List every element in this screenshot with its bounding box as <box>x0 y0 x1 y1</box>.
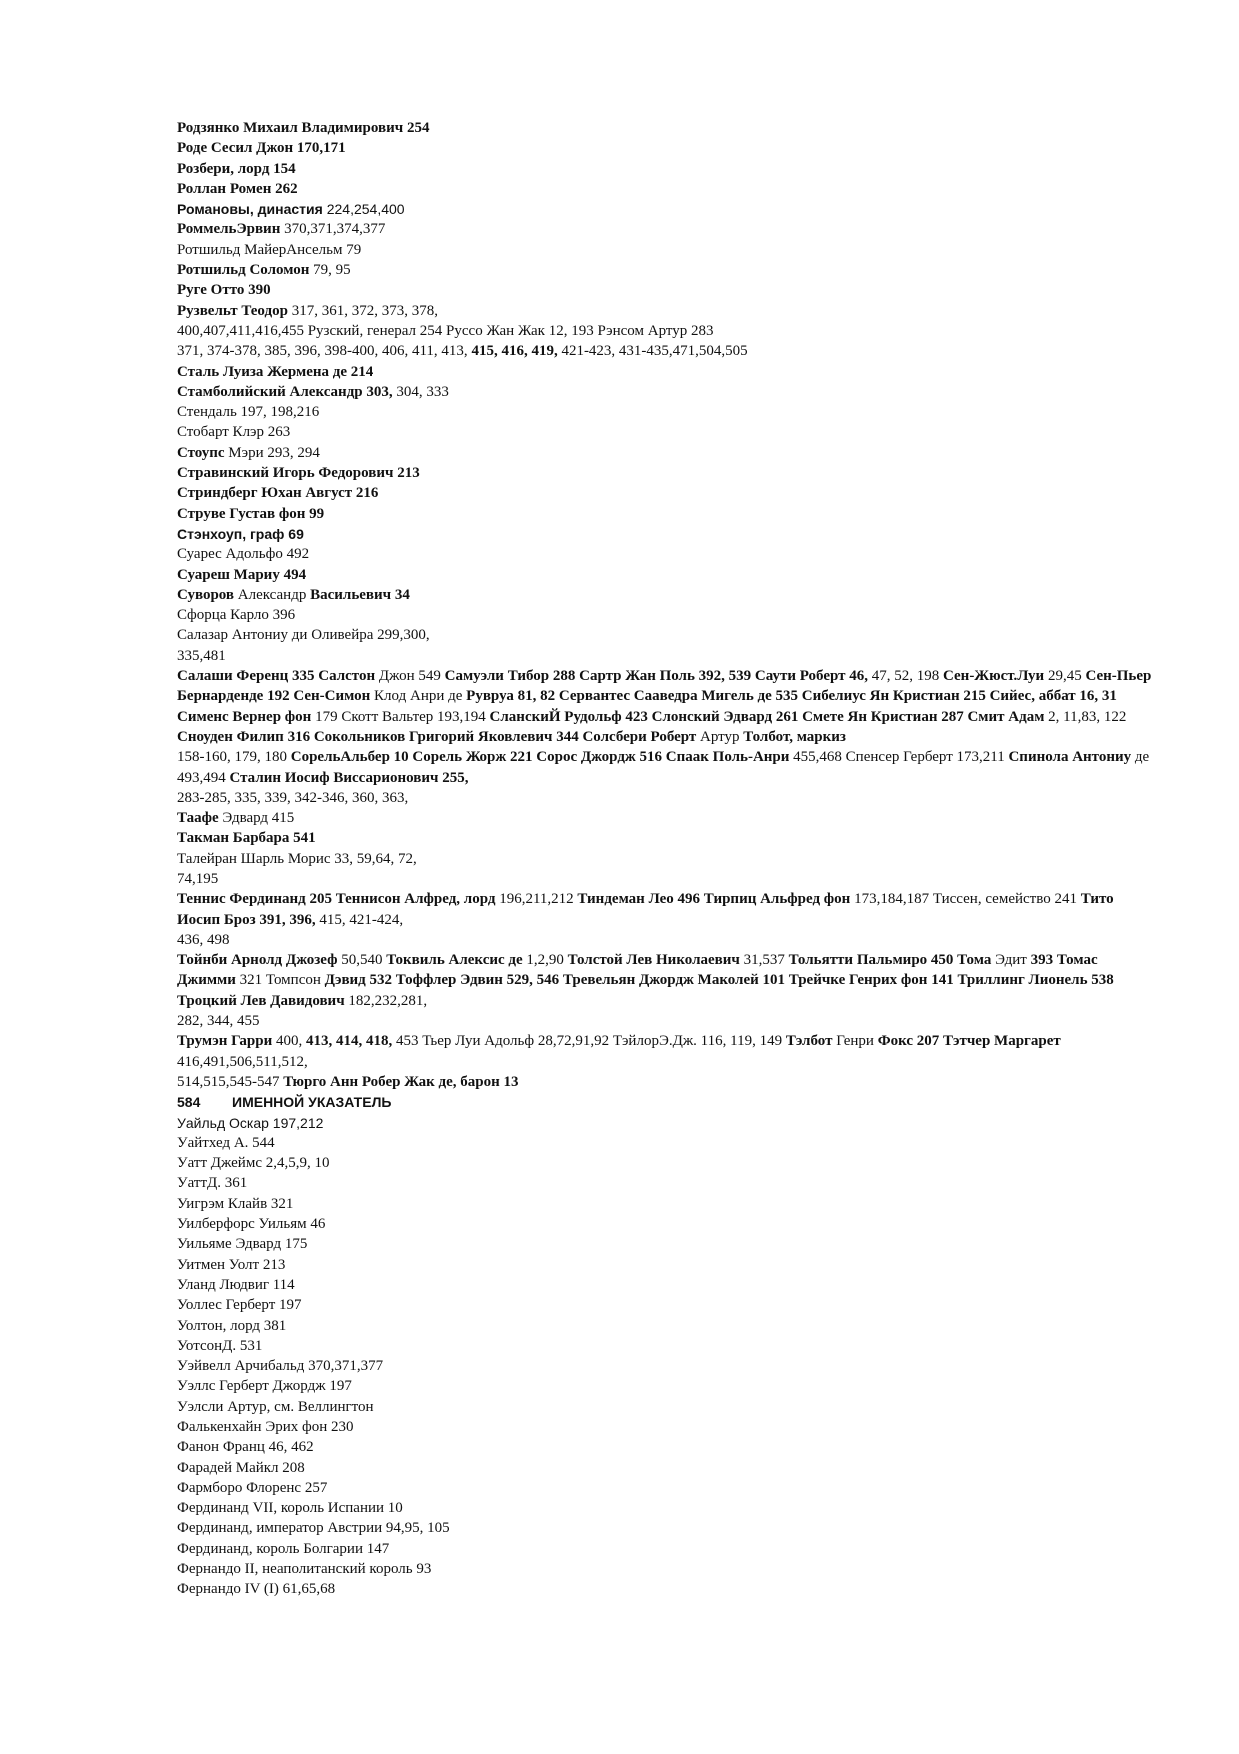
entry-pages: Уигрэм Клайв 321 <box>177 1195 294 1212</box>
entry-pages: Генри <box>836 1033 878 1050</box>
index-entry <box>177 544 1157 564</box>
index-entry <box>177 483 1157 503</box>
index-entry <box>177 524 1157 544</box>
index-entry <box>177 889 1157 930</box>
entry-pages: Эдвард 415 <box>222 810 295 827</box>
entry-pages: 416,491,506,511,512, <box>177 1053 308 1070</box>
index-entry <box>177 1518 1157 1538</box>
entry-pages: 400,407,411,416,455 Рузский, генерал 254 Руссо Жан Жак 12, 193 Рэнсом Артур 283 <box>177 322 714 339</box>
entry-name: Самуэли Тибор 288 Сартр Жан Поль 392, 539 Саути Роберт 46, <box>444 668 868 685</box>
entry-name: Роде Сесил Джон 170,171 <box>177 140 346 157</box>
entry-pages: Уланд Людвиг 114 <box>177 1276 295 1293</box>
index-entry <box>177 1458 1157 1478</box>
entry-pages: Фердинанд, император Австрии 94,95, 105 <box>177 1520 450 1537</box>
entry-name: Сталин Иосиф Виссарионович 255, <box>229 769 469 786</box>
index-entry <box>177 1214 1157 1234</box>
entry-pages: 196,211,212 <box>499 891 578 908</box>
entry-pages: 47, 52, 198 <box>868 668 943 685</box>
entry-pages: Уэллс Герберт Джордж 197 <box>177 1378 352 1395</box>
entry-pages: Джон 549 <box>378 668 445 685</box>
index-entry <box>177 1336 1157 1356</box>
entry-pages: Уоллес Герберт 197 <box>177 1297 302 1314</box>
entry-pages: Артур <box>700 728 744 745</box>
index-entry <box>177 646 1157 666</box>
entry-name: Толстой Лев Николаевич <box>567 952 744 969</box>
index-entry <box>177 118 1157 138</box>
index-entry <box>177 1072 1157 1092</box>
index-entry <box>177 504 1157 524</box>
entry-pages: 317, 361, 372, 373, 378, <box>291 302 438 319</box>
entry-pages: 421-423, 431-435,471,504,505 <box>557 343 748 360</box>
index-page <box>177 118 1157 1600</box>
entry-pages: Фалькенхайн Эрих фон 230 <box>177 1419 354 1435</box>
index-entry <box>177 625 1157 645</box>
index-entry <box>177 362 1157 382</box>
entry-name: Ротшильд Соломон <box>177 262 314 279</box>
entry-pages: Фернандо II, неаполитанский король 93 <box>177 1561 432 1578</box>
entry-pages: Уайльд Оскар 197,212 <box>177 1114 324 1131</box>
index-entry <box>177 1559 1157 1579</box>
entry-pages: УаттД. 361 <box>177 1175 248 1192</box>
entry-name: Рувруа 81, 82 Сервантес Сааведра Мигель де 535 Сибелиус Ян Кристиан 215 Сийес, аббат 16, 31 Сименс Вернер фон <box>177 688 1117 725</box>
entry-pages: 283-285, 335, 339, 342-346, 360, 363, <box>177 789 409 806</box>
index-entry <box>177 1295 1157 1315</box>
entry-pages: Уэйвелл Арчибальд 370,371,377 <box>177 1358 384 1375</box>
entry-pages: 2, 11,83, 122 <box>1048 708 1127 725</box>
entry-pages: 400, <box>275 1033 306 1050</box>
entry-pages: Клод Анри де <box>374 688 467 705</box>
entry-pages: Уильяме Эдвард 175 <box>177 1236 308 1253</box>
entry-pages: Фанон Франц 46, 462 <box>177 1439 314 1456</box>
entry-name: Розбери, лорд 154 <box>177 160 296 177</box>
index-entry <box>177 1255 1157 1275</box>
entry-name: СорельАльбер 10 Сорель Жорж 221 Сорос Джордж 516 Спаак Поль-Анри <box>290 749 794 766</box>
entry-name: Струве Густав фон 99 <box>177 505 325 522</box>
index-entry <box>177 1417 1157 1437</box>
entry-pages: Фернандо IV (I) 61,65,68 <box>177 1581 336 1598</box>
entry-pages: Уайтхед А. 544 <box>177 1134 275 1151</box>
entry-name: Родзянко Михаил Владимирович 254 <box>177 120 430 136</box>
index-entry <box>177 605 1157 625</box>
index-entry <box>177 240 1157 260</box>
index-entry <box>177 159 1157 179</box>
entry-pages: 455,468 Спенсер Герберт 173,211 <box>793 749 1009 766</box>
index-entry <box>177 849 1157 869</box>
index-entry <box>177 565 1157 585</box>
entry-name: Стоупс <box>177 444 229 461</box>
entry-pages: 31,537 <box>743 952 789 969</box>
index-entry <box>177 930 1157 950</box>
entry-name: Роллан Ромен 262 <box>177 180 298 197</box>
index-entry <box>177 1539 1157 1559</box>
entry-name: Таафе <box>177 810 223 827</box>
entry-name: Токвиль Алексис де <box>386 952 527 969</box>
index-entry <box>177 1011 1157 1031</box>
entry-pages: 182,232,281, <box>348 992 428 1009</box>
entry-pages: 436, 498 <box>177 931 230 948</box>
entry-pages: Фарадей Майкл 208 <box>177 1459 305 1476</box>
entry-name: Трумэн Гарри <box>177 1033 276 1050</box>
entry-pages: Ротшильд МайерАнсельм 79 <box>177 241 362 258</box>
entry-pages: 453 Тьер Луи Адольф 28,72,91,92 ТэйлорЭ.Дж. 116, 119, 149 <box>392 1033 786 1050</box>
index-entry <box>177 1397 1157 1417</box>
entry-name: Тито Иосип Броз 391, 396, <box>177 891 1114 928</box>
index-entry <box>177 1437 1157 1457</box>
index-entry <box>177 1031 1157 1072</box>
entry-name: Сноуден Филип 316 Сокольников Григорий Яковлевич 344 Солсбери Роберт <box>177 728 701 745</box>
entry-name: Суареш Мариу 494 <box>177 566 307 583</box>
entry-pages: 370,371,374,377 <box>284 221 386 238</box>
index-entry <box>177 1133 1157 1153</box>
entry-pages: Сфорца Карло 396 <box>177 607 296 624</box>
entry-pages: 74,195 <box>177 870 219 887</box>
entry-pages: Суарес Адольфо 492 <box>177 546 310 563</box>
entry-pages: Мэри 293, 294 <box>228 444 320 461</box>
entry-pages: де 493,494 <box>177 749 1150 786</box>
entry-pages: 304, 333 <box>392 383 449 400</box>
entry-name: Дэвид 532 Тоффлер Эдвин 529, 546 Тревельян Джордж Маколей 101 Трейчке Генрих фон 141 Триллинг Лионель 538 Троцкий Лев Давидович <box>177 972 1114 1009</box>
entry-pages: Салазар Антониу ди Оливейра 299,300, <box>177 627 430 644</box>
index-entry <box>177 341 1157 361</box>
index-entry <box>177 1376 1157 1396</box>
entry-pages: 79, 95 <box>313 262 351 279</box>
index-entry <box>177 1113 1157 1133</box>
entry-pages: Стобарт Клэр 263 <box>177 424 291 441</box>
entry-pages: 371, 374-378, 385, 396, 398-400, 406, 411, 413, <box>177 343 472 360</box>
entry-name: Тэлбот <box>785 1033 837 1050</box>
entry-name: 413, 414, 418, <box>305 1033 393 1050</box>
entry-pages: УотсонД. 531 <box>177 1337 263 1354</box>
entry-pages: 335,481 <box>177 647 226 664</box>
index-entry <box>177 138 1157 158</box>
entry-name: Стамболийский Александр 303, <box>177 383 393 400</box>
index-entry <box>177 869 1157 889</box>
entry-pages: Стендаль 197, 198,216 <box>177 404 320 421</box>
entry-pages: Уолтон, лорд 381 <box>177 1317 287 1334</box>
entry-name: Суворов <box>177 586 238 603</box>
entry-pages: Талейран Шарль Морис 33, 59,64, 72, <box>177 850 417 867</box>
entry-pages: Уэлсли Артур, см. Веллингтон <box>177 1398 374 1415</box>
entry-pages: 29,45 <box>1047 668 1086 685</box>
index-entry <box>177 1356 1157 1376</box>
entry-pages: 514,515,545-547 <box>177 1073 284 1090</box>
running-header-title: ИМЕННОЙ УКАЗАТЕЛЬ <box>232 1094 392 1111</box>
entry-pages: 173,184,187 Тиссен, семейство 241 <box>854 891 1081 908</box>
entry-name: 393 Томас Джимми <box>177 952 1098 989</box>
index-entry <box>177 950 1157 1011</box>
entry-name: Сен-Пьер Бернарденде 192 Сен-Симон <box>177 668 1152 705</box>
page-number: 584 <box>177 1094 201 1111</box>
entry-pages: 179 Скотт Вальтер 193,194 <box>315 708 490 725</box>
index-entry <box>177 808 1157 828</box>
entry-pages: 158-160, 179, 180 <box>177 749 291 766</box>
index-entry <box>177 280 1157 300</box>
entry-pages: Уитмен Уолт 213 <box>177 1256 286 1273</box>
entry-pages: 224,254,400 <box>326 201 405 218</box>
entry-pages: Фердинанд, король Болгарии 147 <box>177 1540 390 1557</box>
entry-pages: 50,540 <box>341 952 387 969</box>
entry-name: Теннис Фердинанд 205 Теннисон Алфред, лорд <box>177 891 500 908</box>
index-entry <box>177 1234 1157 1254</box>
running-header <box>177 1092 1157 1112</box>
entry-name: Толбот, маркиз <box>743 728 846 745</box>
entry-name: Сталь Луиза Жермена де 214 <box>177 363 374 380</box>
index-entry <box>177 382 1157 402</box>
index-entry <box>177 585 1157 605</box>
index-entry <box>177 301 1157 321</box>
entry-name: 415, 416, 419, <box>471 343 558 360</box>
index-entry <box>177 666 1157 747</box>
entry-pages: 1,2,90 <box>526 952 568 969</box>
index-entry <box>177 788 1157 808</box>
index-entry <box>177 1579 1157 1599</box>
entry-name: Стэнхоуп, граф 69 <box>177 525 304 542</box>
entry-name: Тиндеман Лео 496 Тирпиц Альфред фон <box>577 891 855 908</box>
index-entry <box>177 1194 1157 1214</box>
index-entry <box>177 260 1157 280</box>
index-entry <box>177 1478 1157 1498</box>
index-entry <box>177 1173 1157 1193</box>
index-entry <box>177 179 1157 199</box>
entry-name: Тольятти Пальмиро 450 Тома <box>788 952 996 969</box>
entry-name: Салаши Ференц 335 Салстон <box>177 668 379 685</box>
entry-name: Васильевич 34 <box>310 586 410 603</box>
entry-name: РоммельЭрвин <box>177 221 285 238</box>
index-entry <box>177 219 1157 239</box>
entry-pages: 321 Томпсон <box>239 972 325 989</box>
index-entry <box>177 321 1157 341</box>
index-entry <box>177 422 1157 442</box>
index-entry <box>177 747 1157 788</box>
entry-name: Тойнби Арнолд Джозеф <box>177 952 342 969</box>
index-entry <box>177 828 1157 848</box>
index-entry <box>177 463 1157 483</box>
entry-pages: Уатт Джеймс 2,4,5,9, 10 <box>177 1155 330 1172</box>
entry-name: Руге Отто 390 <box>177 282 271 299</box>
entry-name: Фокс 207 Тэтчер Маргарет <box>877 1033 1061 1050</box>
entry-pages: Александр <box>237 586 311 603</box>
entry-pages: 415, 421-424, <box>315 911 404 928</box>
entry-name: Стриндберг Юхан Август 216 <box>177 485 379 502</box>
entry-pages: Фармборо Флоренс 257 <box>177 1479 328 1496</box>
entry-name: Сен-Жюст.Луи <box>943 668 1048 685</box>
entry-pages: Уилберфорс Уильям 46 <box>177 1216 326 1233</box>
index-entry <box>177 1498 1157 1518</box>
index-entry <box>177 402 1157 422</box>
entry-name: Романовы, династия <box>177 201 327 218</box>
entry-name: Стравинский Игорь Федорович 213 <box>177 465 420 482</box>
entry-name: Тюрго Анн Робер Жак де, барон 13 <box>283 1073 519 1090</box>
index-entry <box>177 1153 1157 1173</box>
index-entry <box>177 443 1157 463</box>
entry-pages: 282, 344, 455 <box>177 1013 260 1030</box>
index-entry <box>177 199 1157 219</box>
entry-name: Спинола Антониу <box>1008 749 1135 766</box>
entry-name: Такман Барбара 541 <box>177 830 316 847</box>
entry-pages: Эдит <box>995 952 1031 969</box>
entry-name: Рузвельт Теодор <box>177 302 292 319</box>
entry-name: СланскиЙ Рудольф 423 Слонский Эдвард 261 Смете Ян Кристиан 287 Смит Адам <box>489 708 1049 725</box>
entry-pages: Фердинанд VII, король Испании 10 <box>177 1500 403 1517</box>
index-entry <box>177 1316 1157 1336</box>
index-entry <box>177 1275 1157 1295</box>
